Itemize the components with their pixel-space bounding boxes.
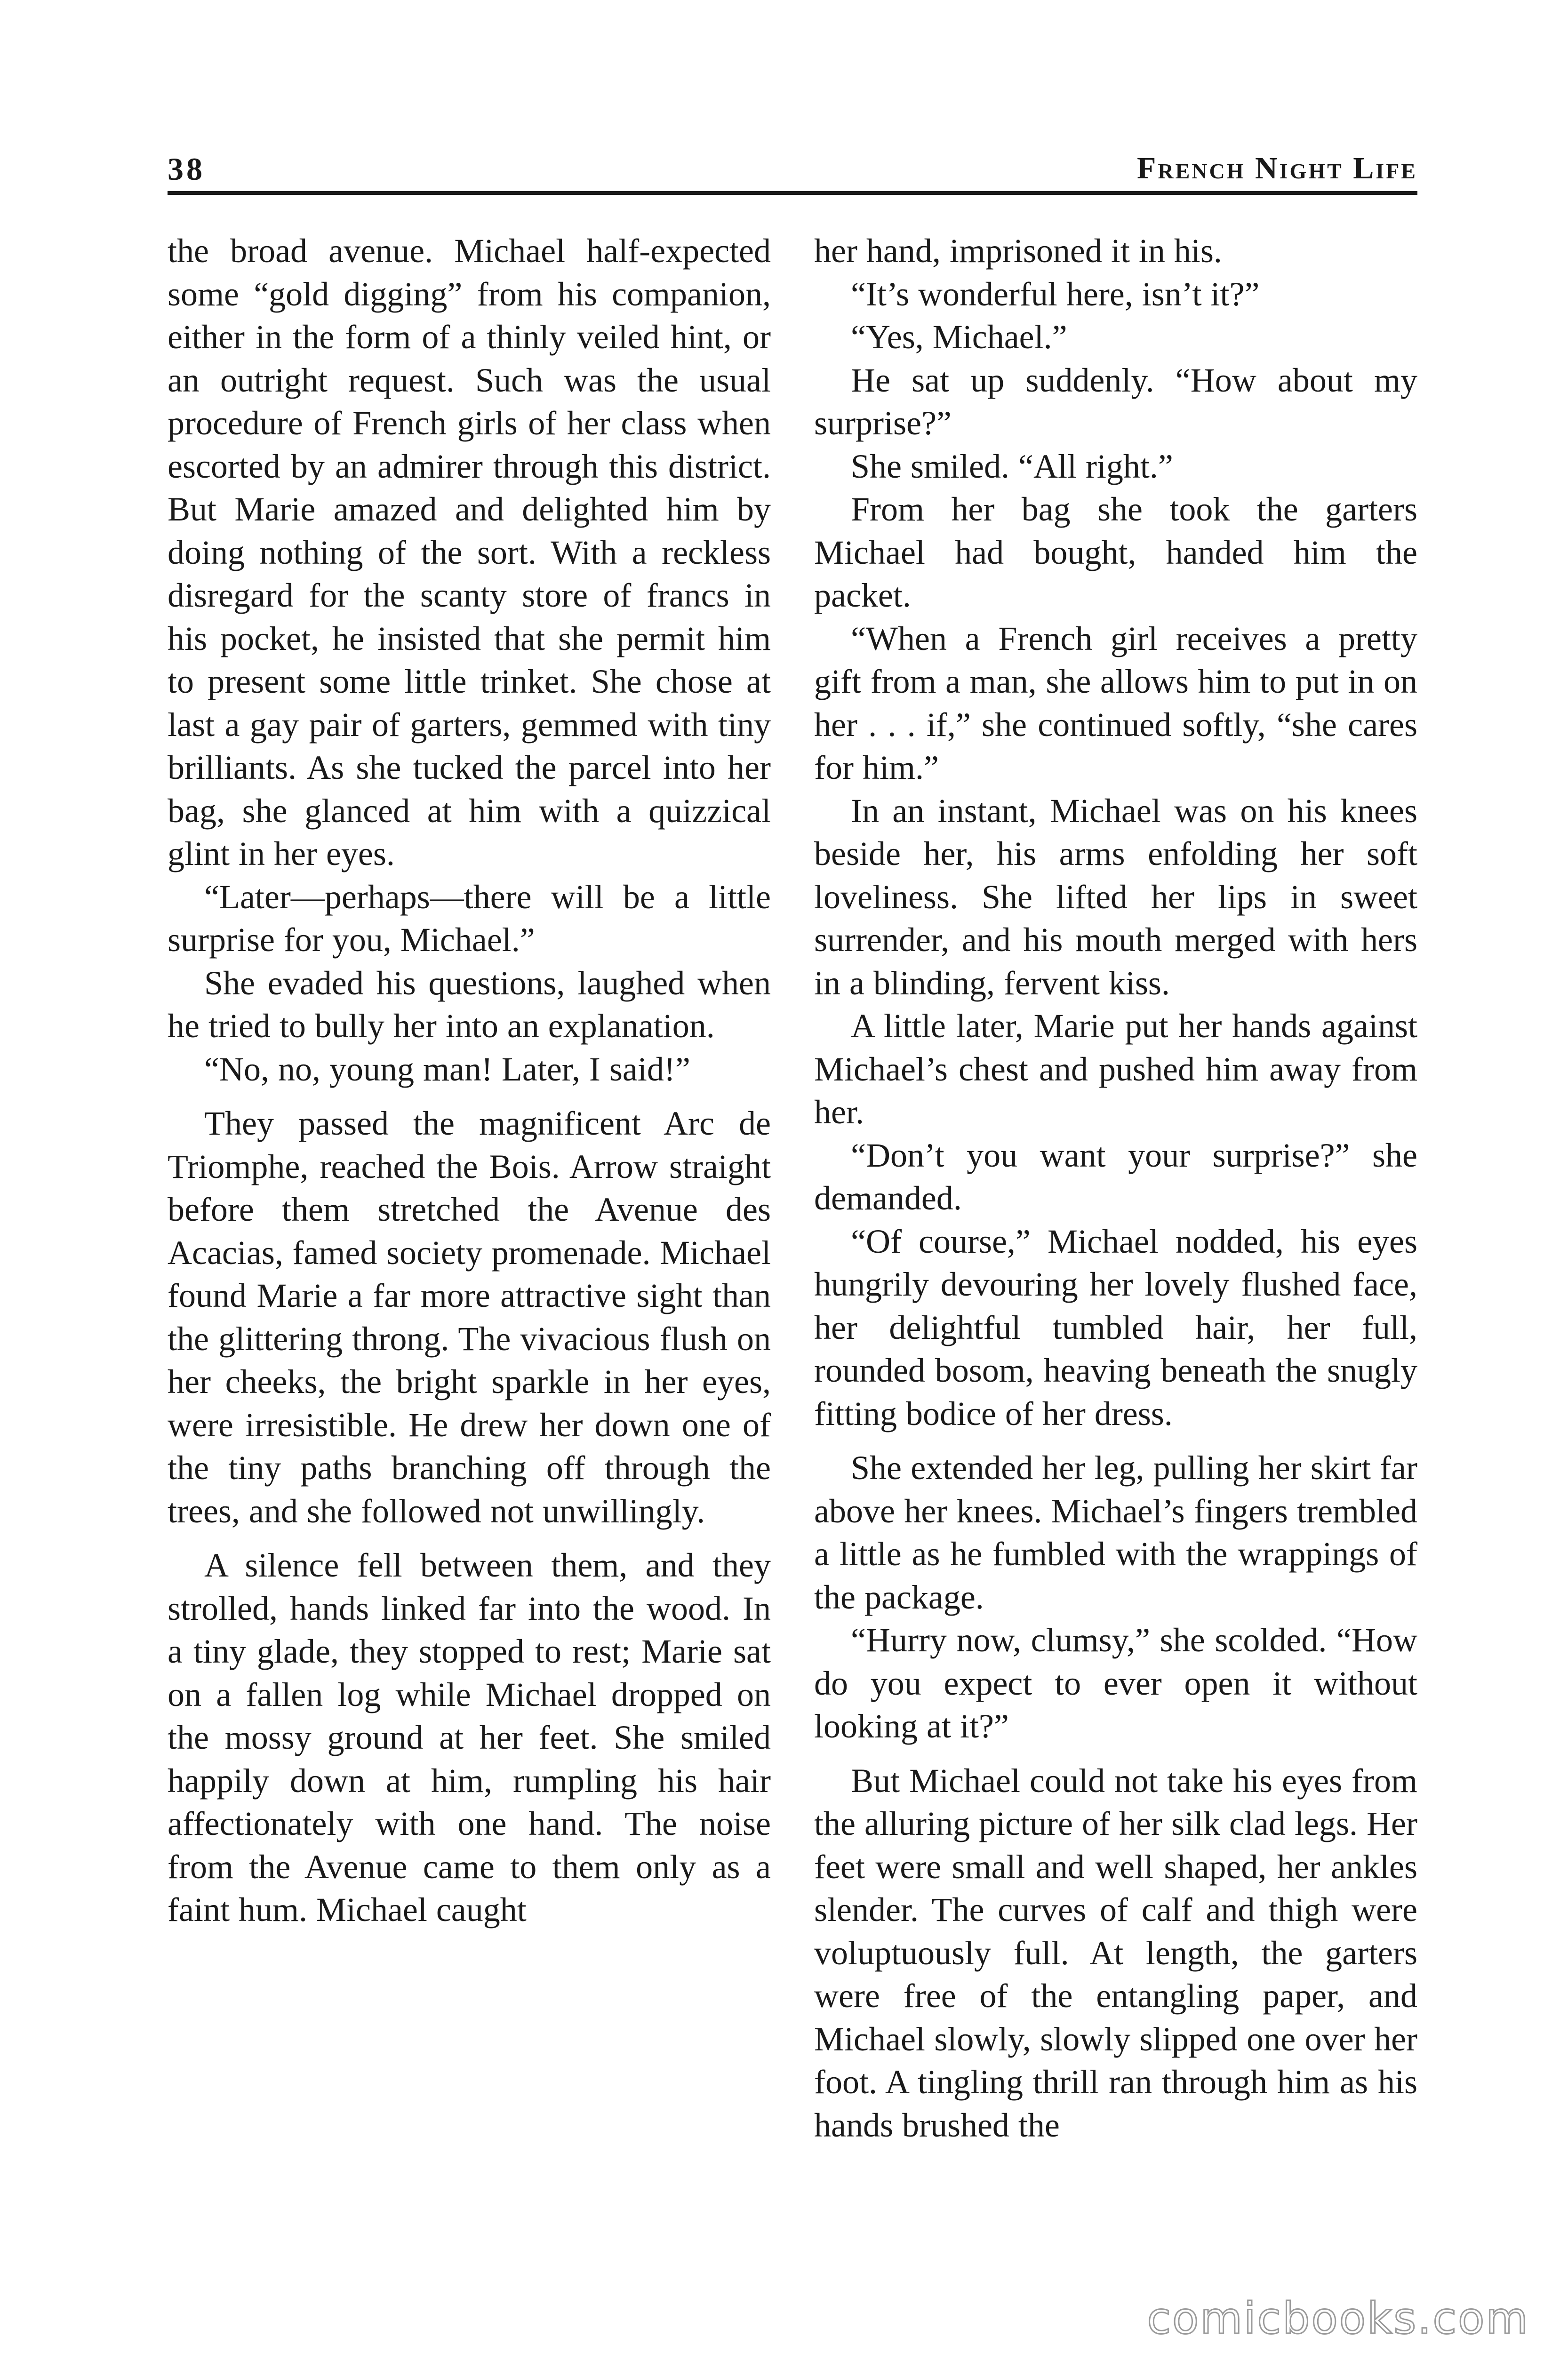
paragraph: A little later, Marie put her hands against Michael’s chest and pushed him away from her. bbox=[814, 1007, 1417, 1131]
page-header bbox=[168, 151, 1417, 193]
paragraph: But Michael could not take his eyes from the alluring picture of her silk clad legs. Her feet were small and well shaped, her ankles slender. The curves of calf and thigh were voluptuously full. At length, the garters were free of the entangling paper, and Michael slowly, slowly slipped one over her foot. A tingling thrill ran through him as his hands brushed the bbox=[814, 1761, 1417, 2144]
paragraph: She evaded his questions, laughed when he tried to bully her into an explanation. bbox=[168, 964, 771, 1045]
paragraph: She extended her leg, pulling her skirt far above her knees. Michael’s fingers trembled a little as he fumbled with the wrappings of the package. bbox=[814, 1449, 1417, 1616]
paragraph: She smiled. “All right.” bbox=[851, 447, 1173, 485]
paragraph: “Later—perhaps—there will be a little surprise for you, Michael.” bbox=[168, 878, 771, 959]
paragraph: “It’s wonderful here, isn’t it?” bbox=[851, 275, 1260, 313]
paragraph: “When a French girl receives a pretty gift from a man, she allows him to put in on her . . . if,” she continued softly, “she cares for him.” bbox=[814, 619, 1417, 786]
paragraph: “No, no, young man! Later, I said!” bbox=[204, 1050, 690, 1088]
right-column bbox=[814, 230, 1417, 2147]
paragraph: In an instant, Michael was on his knees beside her, his arms enfolding her soft loveliness. She lifted her lips in sweet surrender, and his mouth merged with hers in a blinding, fervent kiss. bbox=[814, 792, 1417, 1002]
paragraph: “Of course,” Michael nodded, his eyes hungrily devouring her lovely flushed face, her delightful tumbled hair, her full, rounded bosom, heaving beneath the snugly fitting bodice of her dress. bbox=[814, 1222, 1417, 1433]
paragraph: They passed the magnificent Arc de Triomphe, reached the Bois. Arrow straight before them stretched the Avenue des Acacias, famed society promenade. Michael found Marie a far more attractive sight than the glittering throng. The vivacious flush on her cheeks, the bright sparkle in her eyes, were irresistible. He drew her down one of the tiny paths branching off through the trees, and she followed not unwillingly. bbox=[168, 1104, 771, 1530]
paragraph: “Yes, Michael.” bbox=[851, 318, 1067, 356]
watermark: comicbooks.com bbox=[1147, 2293, 1529, 2344]
paragraph: her hand, imprisoned it in his. bbox=[814, 232, 1222, 270]
paragraph: the broad avenue. Michael half-expected some “gold digging” from his companion, either in the form of a thinly veiled hint, or an outright request. Such was the usual procedure of French girls of her class when escorted by an admirer through this district. But Marie amazed and delighted him by doing nothing of the sort. With a reckless disregard for the scanty store of francs in his pocket, he insisted that she permit him to present some little trinket. She chose at last a gay pair of garters, gemmed with tiny brilliants. As she tucked the parcel into her bag, she glanced at him with a quizzical glint in her eyes. bbox=[168, 232, 771, 872]
paragraph: From her bag she took the garters Michael had bought, handed him the packet. bbox=[814, 490, 1417, 614]
paragraph: A silence fell between them, and they strolled, hands linked far into the wood. In a tiny glade, they stopped to rest; Marie sat on a fallen log while Michael dropped on the mossy ground at her feet. She smiled happily down at him, rumpling his hair affectionately with one hand. The noise from the Avenue came to them only as a faint hum. Michael caught bbox=[168, 1546, 771, 1929]
header-rule bbox=[168, 191, 1417, 195]
page-number: 38 bbox=[168, 151, 205, 187]
paragraph: “Don’t you want your surprise?” she demanded. bbox=[814, 1136, 1417, 1217]
paragraph: “Hurry now, clumsy,” she scolded. “How do you expect to ever open it without looking at it?” bbox=[814, 1621, 1417, 1745]
left-column bbox=[168, 230, 771, 1932]
running-title: French Night Life bbox=[1137, 151, 1417, 185]
paragraph: He sat up suddenly. “How about my surprise?” bbox=[814, 361, 1417, 442]
